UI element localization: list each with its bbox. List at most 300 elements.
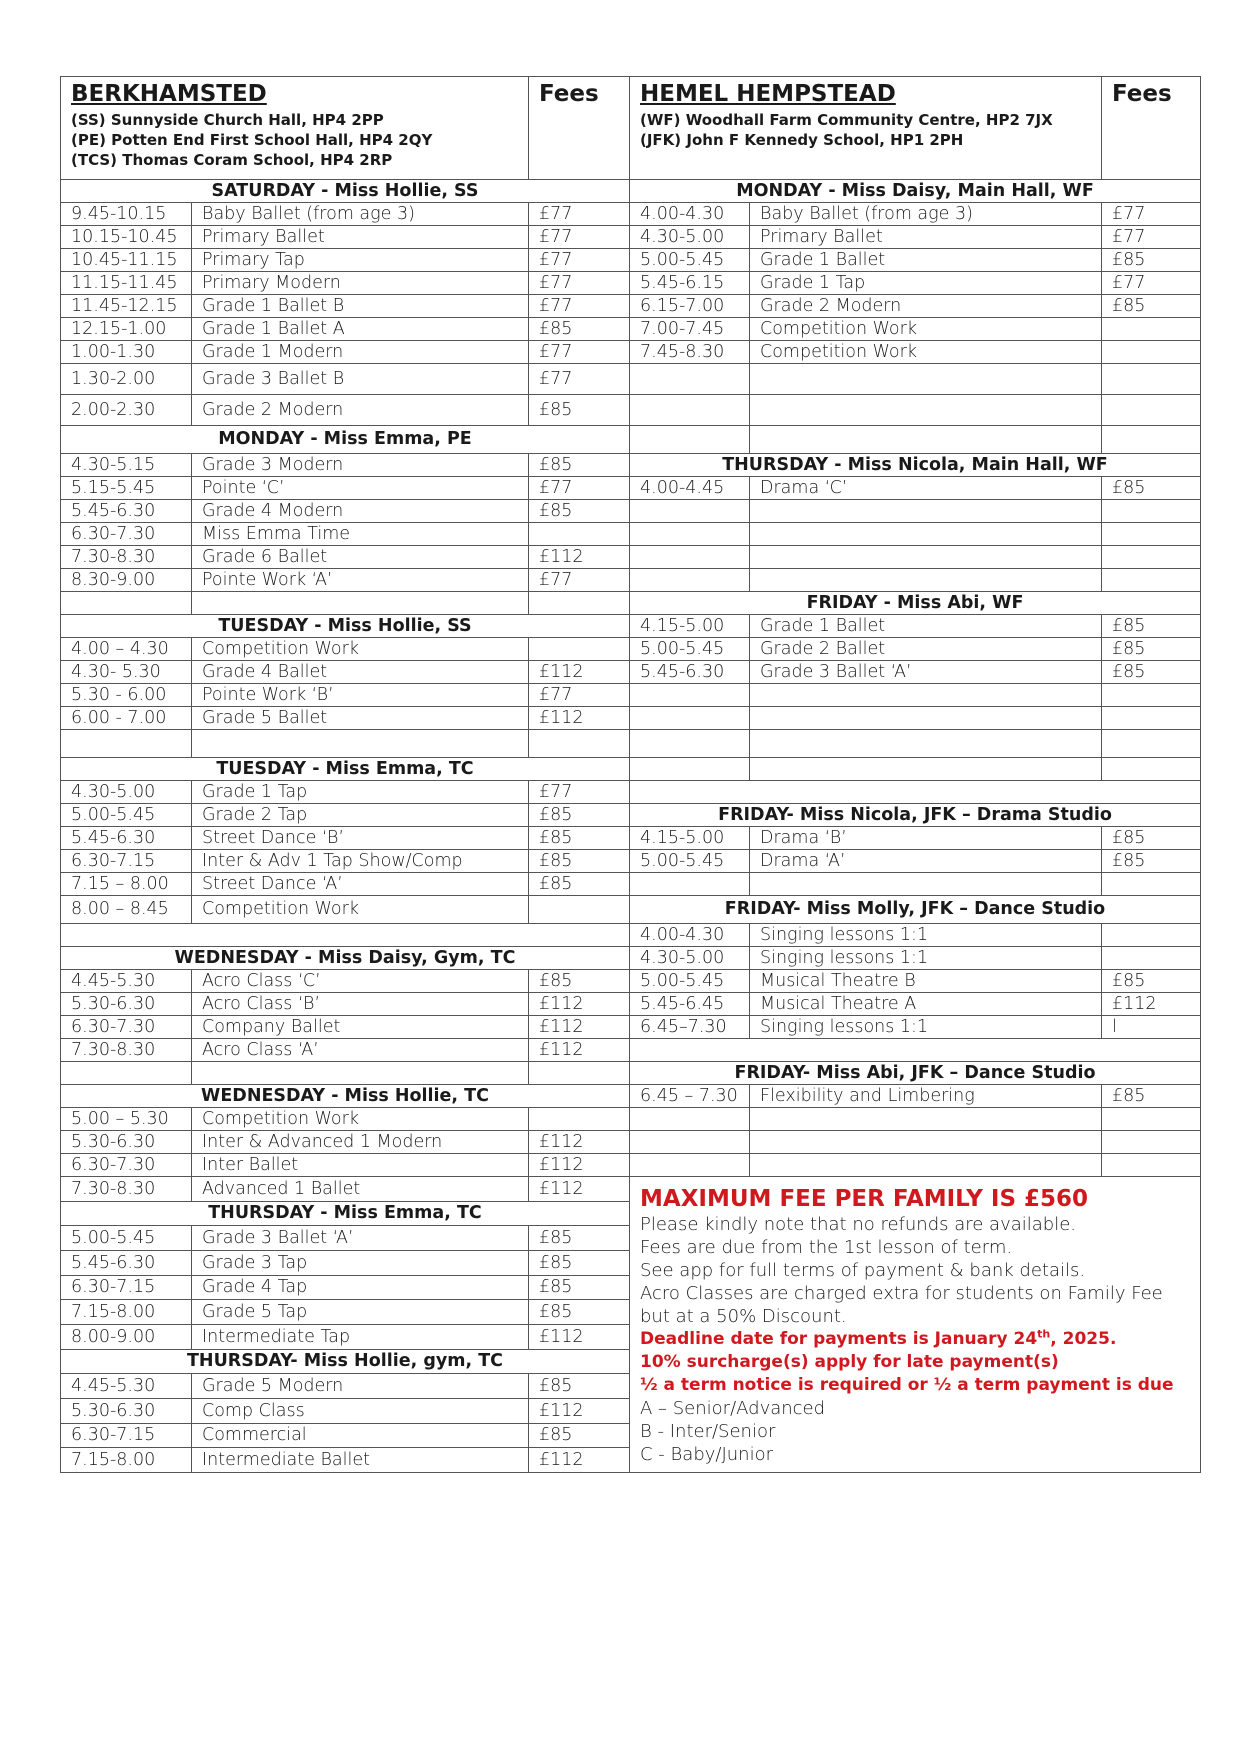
empty-cell [750, 1154, 1102, 1177]
class-time: 6.30-7.15 [61, 1423, 192, 1448]
class-name: Comp Class [192, 1398, 529, 1423]
class-fee: £85 [1102, 295, 1201, 318]
class-time: 6.30-7.15 [61, 850, 192, 873]
class-fee: £112 [529, 707, 630, 730]
empty-cell [630, 730, 750, 758]
class-name: Grade 3 Ballet ‘A’ [192, 1226, 529, 1251]
class-time: 7.15-8.00 [61, 1300, 192, 1325]
class-name: Grade 4 Ballet [192, 661, 529, 684]
class-name: Grade 2 Ballet [750, 638, 1102, 661]
class-name: Baby Ballet (from age 3) [192, 203, 529, 226]
class-fee: £85 [529, 873, 630, 896]
key-a: A – Senior/Advanced [640, 1398, 826, 1419]
class-name: Drama ‘C’ [750, 477, 1102, 500]
timetable-row [61, 318, 1201, 341]
class-time: 4.15-5.00 [630, 827, 750, 850]
timetable-row [61, 272, 1201, 295]
class-name: Grade 2 Tap [192, 804, 529, 827]
acro-discount-note: Acro Classes are charged extra for students on Family Fee but at a 50% Discount. [640, 1283, 1163, 1327]
empty-cell [529, 592, 630, 615]
empty-cell [750, 500, 1102, 523]
class-time: 10.15-10.45 [61, 226, 192, 249]
empty-cell [1102, 873, 1201, 896]
class-fee: £77 [529, 569, 630, 592]
class-name: Singing lessons 1:1 [750, 924, 1102, 947]
timetable-row [61, 249, 1201, 272]
max-fee-notice: MAXIMUM FEE PER FAMILY IS £560 [640, 1186, 1089, 1212]
timetable-row [61, 707, 1201, 730]
timetable-row [61, 1108, 1201, 1131]
class-time: 7.15 – 8.00 [61, 873, 192, 896]
class-name: Inter & Adv 1 Tap Show/Comp [192, 850, 529, 873]
class-name: Grade 1 Ballet [750, 615, 1102, 638]
class-name: Grade 3 Tap [192, 1250, 529, 1275]
class-name: Grade 2 Modern [750, 295, 1102, 318]
class-time: 8.00 – 8.45 [61, 896, 192, 924]
day-heading: SATURDAY - Miss Hollie, SS [61, 180, 630, 203]
class-fee: £77 [529, 781, 630, 804]
class-time: 8.00-9.00 [61, 1324, 192, 1349]
class-fee: £85 [529, 318, 630, 341]
class-name: Grade 1 Tap [750, 272, 1102, 295]
timetable-row [61, 1039, 1201, 1062]
no-refunds-note: Please kindly note that no refunds are available. [640, 1214, 1077, 1235]
day-heading: THURSDAY - Miss Nicola, Main Hall, WF [630, 454, 1201, 477]
class-fee: £77 [1102, 272, 1201, 295]
timetable-row [61, 993, 1201, 1016]
class-time: 6.45 – 7.30 [630, 1085, 750, 1108]
class-name: Singing lessons 1:1 [750, 947, 1102, 970]
class-fee [1102, 318, 1201, 341]
spacer-row [61, 924, 630, 947]
empty-cell [630, 569, 750, 592]
class-name: Grade 2 Modern [192, 395, 529, 426]
class-time: 6.15-7.00 [630, 295, 750, 318]
deadline-suffix: th [1037, 1327, 1051, 1341]
timetable-row [61, 295, 1201, 318]
class-fee: £112 [529, 1016, 630, 1039]
class-time: 4.30-5.00 [630, 226, 750, 249]
class-name: Intermediate Ballet [192, 1448, 529, 1473]
late-surcharge-note: 10% surcharge(s) apply for late payment(s) [640, 1352, 1059, 1372]
day-heading: FRIDAY- Miss Molly, JFK – Dance Studio [630, 896, 1201, 924]
class-fee: £112 [529, 1131, 630, 1154]
timetable-row [61, 638, 1201, 661]
class-time: 4.15-5.00 [630, 615, 750, 638]
day-heading: FRIDAY- Miss Abi, JFK – Dance Studio [630, 1062, 1201, 1085]
empty-cell [750, 523, 1102, 546]
fee-notes [630, 1177, 1201, 1473]
day-heading: THURSDAY - Miss Emma, TC [61, 1201, 630, 1226]
spacer-row [630, 1039, 1201, 1062]
class-time: 5.45-6.30 [61, 1250, 192, 1275]
class-name: Grade 5 Tap [192, 1300, 529, 1325]
timetable-row [61, 970, 1201, 993]
class-fee: £85 [1102, 249, 1201, 272]
class-fee: £77 [1102, 226, 1201, 249]
class-fee: £85 [529, 850, 630, 873]
payment-deadline-note [640, 1328, 1190, 1351]
empty-cell [1102, 364, 1201, 395]
berkhamsted-header [61, 77, 529, 180]
class-fee: £112 [529, 546, 630, 569]
day-heading: MONDAY - Miss Daisy, Main Hall, WF [630, 180, 1201, 203]
class-time: 5.00-5.45 [61, 804, 192, 827]
class-fee: £85 [529, 1250, 630, 1275]
timetable-row [61, 850, 1201, 873]
class-time: 5.30-6.30 [61, 1131, 192, 1154]
timetable-row [61, 1016, 1201, 1039]
class-time: 5.45-6.45 [630, 993, 750, 1016]
class-name: Musical Theatre A [750, 993, 1102, 1016]
day-heading: TUESDAY - Miss Hollie, SS [61, 615, 630, 638]
class-name: Flexibility and Limbering [750, 1085, 1102, 1108]
class-time: 5.00 – 5.30 [61, 1108, 192, 1131]
venue-line: (SS) Sunnyside Church Hall, HP4 2PP [71, 111, 384, 129]
timetable-row [61, 592, 1201, 615]
class-name: Drama ‘A’ [750, 850, 1102, 873]
key-c: C - Baby/Junior [640, 1444, 774, 1465]
class-time: 7.45-8.30 [630, 341, 750, 364]
class-fee: £85 [529, 1226, 630, 1251]
class-name: Street Dance ‘B’ [192, 827, 529, 850]
class-time: 5.45-6.30 [61, 827, 192, 850]
empty-cell [1102, 1108, 1201, 1131]
empty-cell [630, 395, 750, 426]
class-time: 9.45-10.15 [61, 203, 192, 226]
class-time: 5.45-6.30 [630, 661, 750, 684]
timetable-row [61, 1062, 1201, 1085]
class-fee: £77 [529, 249, 630, 272]
empty-cell [750, 684, 1102, 707]
class-time: 7.30-8.30 [61, 1039, 192, 1062]
class-name: Grade 3 Ballet ‘A’ [750, 661, 1102, 684]
class-fee: £77 [529, 203, 630, 226]
key-b: B - Inter/Senior [640, 1421, 776, 1442]
empty-cell [61, 730, 192, 758]
class-time: 1.00-1.30 [61, 341, 192, 364]
class-name: Grade 4 Tap [192, 1275, 529, 1300]
day-heading: WEDNESDAY - Miss Daisy, Gym, TC [61, 947, 630, 970]
class-fee: £85 [1102, 970, 1201, 993]
class-fee: £85 [529, 804, 630, 827]
class-time: 6.30-7.30 [61, 1016, 192, 1039]
venue-line: (PE) Potten End First School Hall, HP4 2QY [71, 131, 433, 149]
empty-cell [750, 1108, 1102, 1131]
class-fee [529, 638, 630, 661]
empty-cell [750, 758, 1102, 781]
class-time: 4.30- 5.30 [61, 661, 192, 684]
class-fee: £85 [529, 500, 630, 523]
class-time: 7.00-7.45 [630, 318, 750, 341]
deadline-year: , 2025. [1050, 1329, 1117, 1349]
class-name: Competition Work [750, 341, 1102, 364]
class-fee: £85 [529, 970, 630, 993]
timetable-row [61, 730, 1201, 758]
class-name: Primary Ballet [750, 226, 1102, 249]
class-name: Grade 3 Modern [192, 454, 529, 477]
class-time: 7.30-8.30 [61, 1177, 192, 1202]
class-fee: £77 [529, 341, 630, 364]
class-time: 5.30-6.30 [61, 993, 192, 1016]
timetable-row [61, 1085, 1201, 1108]
class-fee: £85 [1102, 827, 1201, 850]
class-name: Primary Modern [192, 272, 529, 295]
class-name: Grade 1 Ballet [750, 249, 1102, 272]
class-fee: £85 [529, 454, 630, 477]
empty-cell [1102, 426, 1201, 454]
day-heading: WEDNESDAY - Miss Hollie, TC [61, 1085, 630, 1108]
empty-cell [1102, 569, 1201, 592]
class-time: 7.15-8.00 [61, 1448, 192, 1473]
empty-cell [750, 426, 1102, 454]
class-fee: £112 [529, 993, 630, 1016]
class-time: 5.15-5.45 [61, 477, 192, 500]
class-time: 4.00-4.45 [630, 477, 750, 500]
empty-cell [192, 730, 529, 758]
class-fee: £77 [529, 684, 630, 707]
timetable-row [61, 1154, 1201, 1177]
class-time: 11.15-11.45 [61, 272, 192, 295]
class-time: 5.30 - 6.00 [61, 684, 192, 707]
timetable-row [61, 873, 1201, 896]
class-fee: £77 [1102, 203, 1201, 226]
hemel-title: HEMEL HEMPSTEAD [640, 81, 896, 107]
class-fee: £77 [529, 477, 630, 500]
empty-cell [750, 707, 1102, 730]
day-heading: MONDAY - Miss Emma, PE [61, 426, 630, 454]
empty-cell [1102, 1154, 1201, 1177]
empty-cell [1102, 758, 1201, 781]
empty-cell [750, 569, 1102, 592]
class-time: 6.30-7.30 [61, 523, 192, 546]
class-time: 10.45-11.15 [61, 249, 192, 272]
timetable-row [61, 896, 1201, 924]
term-notice-note: ½ a term notice is required or ½ a term payment is due [640, 1375, 1174, 1395]
timetable-row [61, 523, 1201, 546]
class-fee: £112 [529, 1154, 630, 1177]
class-time: 12.15-1.00 [61, 318, 192, 341]
day-heading: FRIDAY - Miss Abi, WF [630, 592, 1201, 615]
class-name: Grade 1 Ballet B [192, 295, 529, 318]
class-fee: £112 [529, 1324, 630, 1349]
class-fee: £112 [529, 1177, 630, 1202]
class-time: 5.30-6.30 [61, 1398, 192, 1423]
timetable-row [61, 226, 1201, 249]
class-time: 4.30-5.15 [61, 454, 192, 477]
class-name: Acro Class ‘C’ [192, 970, 529, 993]
class-name: Grade 1 Ballet A [192, 318, 529, 341]
timetable-row [61, 569, 1201, 592]
timetable-row [61, 395, 1201, 426]
class-name: Inter Ballet [192, 1154, 529, 1177]
class-fee: £85 [529, 1300, 630, 1325]
timetable-row [61, 546, 1201, 569]
class-fee: £112 [529, 1448, 630, 1473]
class-name: Acro Class ‘B’ [192, 993, 529, 1016]
empty-cell [61, 592, 192, 615]
class-name: Competition Work [192, 896, 529, 924]
class-time: 11.45-12.15 [61, 295, 192, 318]
empty-cell [1102, 500, 1201, 523]
class-fee: £77 [529, 272, 630, 295]
empty-cell [1102, 1131, 1201, 1154]
class-fee: £112 [529, 1039, 630, 1062]
class-time: 4.45-5.30 [61, 970, 192, 993]
app-terms-note: See app for full terms of payment & bank details. [640, 1260, 1086, 1281]
empty-cell [630, 523, 750, 546]
class-fee: £85 [1102, 477, 1201, 500]
timetable-row [61, 804, 1201, 827]
class-fee: £112 [1102, 993, 1201, 1016]
timetable-row [61, 1131, 1201, 1154]
day-heading: TUESDAY - Miss Emma, TC [61, 758, 630, 781]
class-time: 5.00-5.45 [630, 249, 750, 272]
class-time: 6.30-7.15 [61, 1275, 192, 1300]
class-name: Grade 5 Ballet [192, 707, 529, 730]
class-fee: £85 [529, 395, 630, 426]
class-name: Grade 5 Modern [192, 1374, 529, 1399]
class-time: 4.30-5.00 [630, 947, 750, 970]
class-name: Competition Work [192, 1108, 529, 1131]
class-fee: £85 [1102, 661, 1201, 684]
empty-cell [630, 1131, 750, 1154]
fees-header-right: Fees [1102, 77, 1201, 180]
empty-cell [529, 1062, 630, 1085]
class-time: 8.30-9.00 [61, 569, 192, 592]
class-fee: £85 [529, 827, 630, 850]
timetable-row [61, 1177, 1201, 1202]
empty-cell [630, 1108, 750, 1131]
day-heading: FRIDAY- Miss Nicola, JFK – Drama Studio [630, 804, 1201, 827]
timetable-row [61, 454, 1201, 477]
class-time: 2.00-2.30 [61, 395, 192, 426]
class-fee: £85 [529, 1374, 630, 1399]
timetable-row [61, 180, 1201, 203]
empty-cell [630, 364, 750, 395]
empty-cell [1102, 395, 1201, 426]
timetable-row [61, 203, 1201, 226]
empty-cell [529, 730, 630, 758]
empty-cell [750, 730, 1102, 758]
class-fee: £77 [529, 364, 630, 395]
empty-cell [750, 395, 1102, 426]
timetable-row [61, 661, 1201, 684]
timetable-row [61, 781, 1201, 804]
class-time: 4.30-5.00 [61, 781, 192, 804]
timetable-row [61, 758, 1201, 781]
deadline-text: Deadline date for payments is January 24 [640, 1329, 1038, 1349]
empty-cell [630, 1154, 750, 1177]
timetable-row [61, 364, 1201, 395]
class-name: Company Ballet [192, 1016, 529, 1039]
class-name: Acro Class ‘A’ [192, 1039, 529, 1062]
class-name: Competition Work [192, 638, 529, 661]
empty-cell [630, 758, 750, 781]
class-fee: £85 [529, 1275, 630, 1300]
hemel-header [630, 77, 1102, 180]
class-name: Grade 6 Ballet [192, 546, 529, 569]
class-time: 5.00-5.45 [61, 1226, 192, 1251]
fees-header-left: Fees [529, 77, 630, 180]
berkhamsted-title: BERKHAMSTED [71, 81, 267, 107]
venue-line: (JFK) John F Kennedy School, HP1 2PH [640, 131, 964, 149]
class-fee [529, 523, 630, 546]
class-name: Inter & Advanced 1 Modern [192, 1131, 529, 1154]
class-fee: £112 [529, 661, 630, 684]
class-time: 5.45-6.15 [630, 272, 750, 295]
timetable-row [61, 924, 1201, 947]
empty-cell [630, 684, 750, 707]
empty-cell [750, 873, 1102, 896]
class-name: Street Dance ‘A’ [192, 873, 529, 896]
spacer-row [630, 781, 1201, 804]
class-fee [1102, 924, 1201, 947]
empty-cell [630, 500, 750, 523]
empty-cell [630, 873, 750, 896]
class-fee: £85 [1102, 615, 1201, 638]
class-time: 4.00 – 4.30 [61, 638, 192, 661]
fees-due-note: Fees are due from the 1st lesson of term. [640, 1237, 1013, 1258]
class-time: 4.45-5.30 [61, 1374, 192, 1399]
empty-cell [750, 364, 1102, 395]
class-name: Competition Work [750, 318, 1102, 341]
class-name: Grade 3 Ballet B [192, 364, 529, 395]
class-time: 4.00-4.30 [630, 203, 750, 226]
empty-cell [1102, 546, 1201, 569]
class-fee: £77 [529, 226, 630, 249]
class-fee: £85 [1102, 850, 1201, 873]
class-fee: £77 [529, 295, 630, 318]
class-time: 7.30-8.30 [61, 546, 192, 569]
class-name: Baby Ballet (from age 3) [750, 203, 1102, 226]
class-name: Pointe ‘C’ [192, 477, 529, 500]
class-fee: £85 [529, 1423, 630, 1448]
class-name: Intermediate Tap [192, 1324, 529, 1349]
empty-cell [192, 592, 529, 615]
class-name: Miss Emma Time [192, 523, 529, 546]
class-name: Drama ‘B’ [750, 827, 1102, 850]
empty-cell [750, 546, 1102, 569]
empty-cell [630, 707, 750, 730]
class-time: 6.30-7.30 [61, 1154, 192, 1177]
venue-line: (TCS) Thomas Coram School, HP4 2RP [71, 151, 393, 169]
class-time: 5.45-6.30 [61, 500, 192, 523]
class-name: Grade 4 Modern [192, 500, 529, 523]
empty-cell [1102, 684, 1201, 707]
timetable [60, 76, 1201, 1473]
class-time: 6.00 - 7.00 [61, 707, 192, 730]
class-fee [529, 896, 630, 924]
class-fee [529, 1108, 630, 1131]
class-time: 6.45–7.30 [630, 1016, 750, 1039]
timetable-row [61, 947, 1201, 970]
class-time: 5.00-5.45 [630, 850, 750, 873]
timetable-row [61, 827, 1201, 850]
timetable-row [61, 341, 1201, 364]
class-time: 5.00-5.45 [630, 638, 750, 661]
class-name: Grade 1 Modern [192, 341, 529, 364]
timetable-sheet [60, 76, 1200, 1473]
empty-cell [630, 426, 750, 454]
day-heading: THURSDAY- Miss Hollie, gym, TC [61, 1349, 630, 1374]
class-fee: l [1102, 1016, 1201, 1039]
empty-cell [1102, 730, 1201, 758]
class-fee [1102, 947, 1201, 970]
class-fee [1102, 341, 1201, 364]
empty-cell [192, 1062, 529, 1085]
empty-cell [1102, 707, 1201, 730]
